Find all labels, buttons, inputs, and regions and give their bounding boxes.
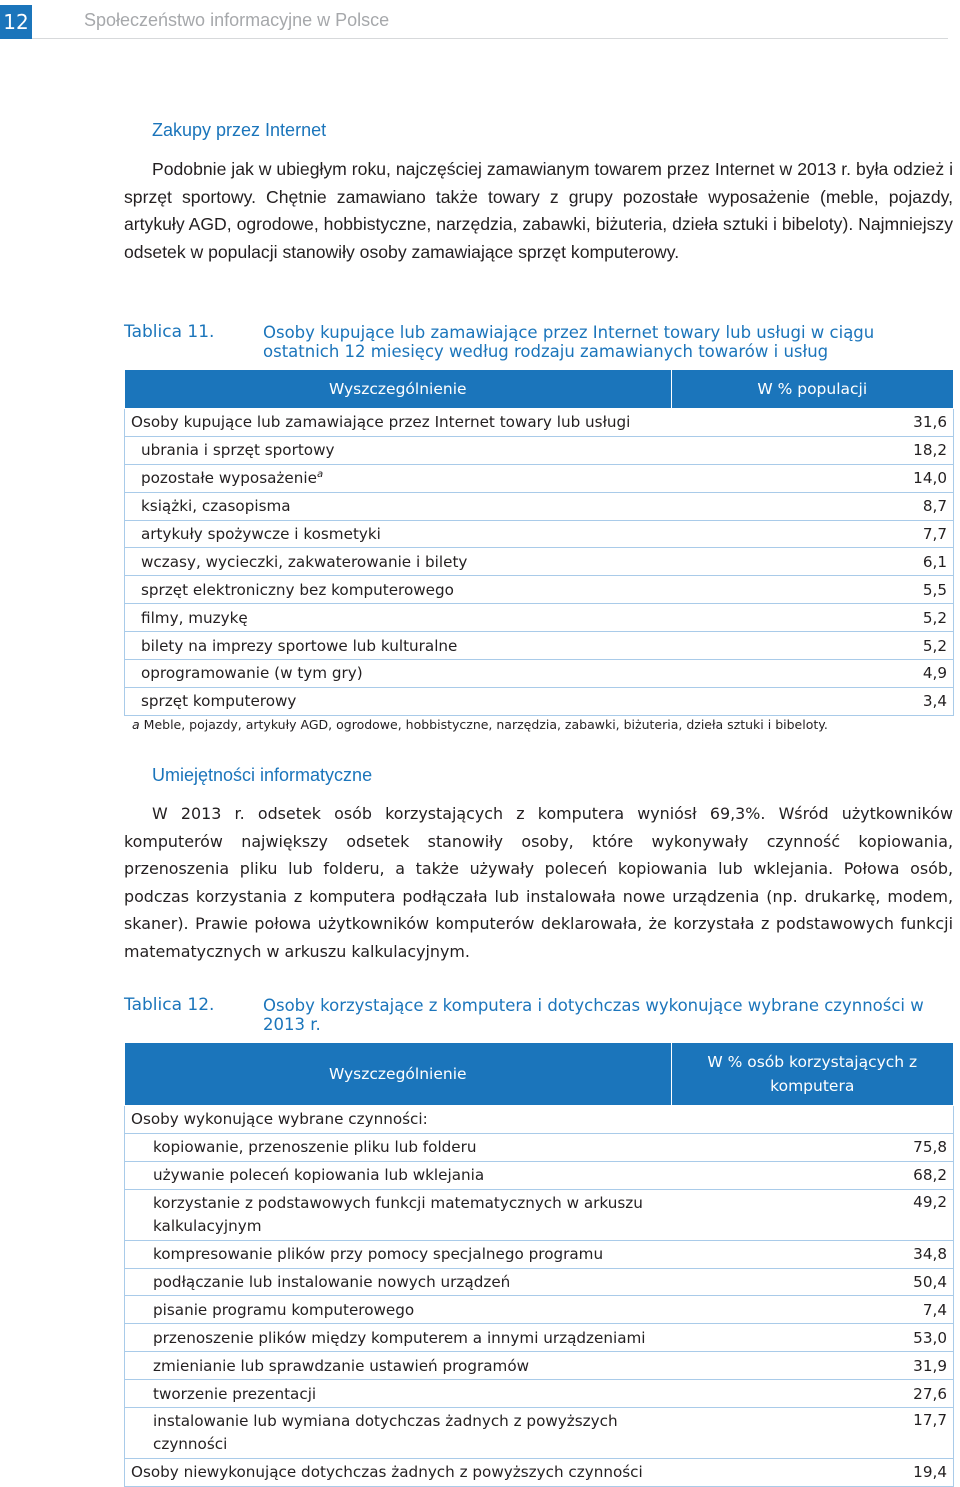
row-value: 53,0	[671, 1324, 954, 1352]
table-11-header-row	[125, 370, 954, 409]
row-label: korzystanie z podstawowych funkcji matematycznych w arkuszu kalkulacyjnym	[125, 1189, 672, 1240]
table-row	[125, 1161, 954, 1189]
table-12	[124, 1042, 954, 1487]
row-value: 27,6	[671, 1380, 954, 1408]
table-row	[125, 1459, 954, 1487]
row-label: sprzęt komputerowy	[125, 687, 672, 715]
col-header-percent: W % populacji	[671, 370, 954, 409]
table-row	[125, 1133, 954, 1161]
table-row	[125, 1352, 954, 1380]
page-number: 12	[0, 5, 32, 39]
row-value: 31,9	[671, 1352, 954, 1380]
row-label: kompresowanie plików przy pomocy specjalnego programu	[125, 1240, 672, 1268]
row-value: 6,1	[671, 548, 954, 576]
row-value: 50,4	[671, 1268, 954, 1296]
row-value: 68,2	[671, 1161, 954, 1189]
row-label: podłączanie lub instalowanie nowych urządzeń	[125, 1268, 672, 1296]
row-label: Osoby kupujące lub zamawiające przez Internet towary lub usługi	[125, 409, 672, 437]
table-row	[125, 632, 954, 660]
row-value	[671, 1106, 954, 1134]
footnote-mark: a	[316, 469, 324, 481]
row-value: 5,2	[671, 632, 954, 660]
row-value: 75,8	[671, 1133, 954, 1161]
row-value: 7,4	[671, 1296, 954, 1324]
paragraph-skills: W 2013 r. odsetek osób korzystających z komputera wyniósł 69,3%. Wśród użytkowników komputerów największy odsetek stanowiły osoby, które wykonywały czynność kopiowania, przenoszenia pliku lub folderu, a także używały poleceń kopiowania lub wklejania. Połowa osób, podczas korzystania z komputera podłączała lub instalowała nowe urządzenia (np. drukarkę, modem, skaner). Prawie połowa użytkowników komputerów deklarowała, że korzystała z podstawowych funkcji matematycznych w arkuszu kalkulacyjnym.	[124, 804, 953, 961]
table-row	[125, 492, 954, 520]
table-12-caption: Osoby korzystające z komputera i dotychczas wykonujące wybrane czynności w 2013 r.	[263, 996, 924, 1034]
table-row	[125, 548, 954, 576]
row-label: Osoby wykonujące wybrane czynności:	[125, 1106, 672, 1134]
row-label: ubrania i sprzęt sportowy	[125, 436, 672, 464]
table-12-label: Tablica 12.	[124, 995, 215, 1015]
row-value: 4,9	[671, 660, 954, 688]
table-row	[125, 520, 954, 548]
section-title-skills: Umiejętności informatyczne	[152, 765, 373, 785]
row-value: 3,4	[671, 687, 954, 715]
row-label: przenoszenie plików między komputerem a innymi urządzeniami	[125, 1324, 672, 1352]
table-row	[125, 409, 954, 437]
table-row	[125, 1408, 954, 1459]
row-value: 34,8	[671, 1240, 954, 1268]
row-label: filmy, muzykę	[125, 604, 672, 632]
col-header-specification: Wyszczególnienie	[125, 1043, 672, 1106]
row-value: 5,2	[671, 604, 954, 632]
row-label: pisanie programu komputerowego	[125, 1296, 672, 1324]
table-row	[125, 1189, 954, 1240]
running-title: Społeczeństwo informacyjne w Polsce	[84, 10, 390, 30]
table-row	[125, 1296, 954, 1324]
table-11	[124, 369, 954, 716]
table-11-label: Tablica 11.	[124, 322, 215, 342]
row-value: 7,7	[671, 520, 954, 548]
row-label: sprzęt elektroniczny bez komputerowego	[125, 576, 672, 604]
row-value: 8,7	[671, 492, 954, 520]
table-row	[125, 1240, 954, 1268]
col-header-specification: Wyszczególnienie	[125, 370, 672, 409]
row-value: 49,2	[671, 1189, 954, 1240]
row-label: instalowanie lub wymiana dotychczas żadnych z powyższych czynności	[125, 1408, 672, 1459]
col-header-percent-users: W % osób korzystających z komputera	[671, 1043, 954, 1106]
row-label: Osoby niewykonujące dotychczas żadnych z powyższych czynności	[125, 1459, 672, 1487]
page-header	[0, 0, 960, 48]
table-row	[125, 687, 954, 715]
row-label: kopiowanie, przenoszenie pliku lub folderu	[125, 1133, 672, 1161]
row-label: artykuły spożywcze i kosmetyki	[125, 520, 672, 548]
table-row	[125, 1106, 954, 1134]
paragraph-shopping: Podobnie jak w ubiegłym roku, najczęściej zamawianym towarem przez Internet w 2013 r. była odzież i sprzęt sportowy. Chętnie zamawiano także towary z grupy pozostałe wyposażenie (meble, pojazdy, artykuły AGD, ogrodowe, hobbistyczne, narzędzia, zabawki, biżuteria, dzieła sztuki i bibeloty). Najmniejszy odsetek w populacji stanowiły osoby zamawiające sprzęt komputerowy.	[124, 159, 953, 262]
table-row	[125, 576, 954, 604]
table-12-header-row	[125, 1043, 954, 1106]
row-label: książki, czasopisma	[125, 492, 672, 520]
row-label: tworzenie prezentacji	[125, 1380, 672, 1408]
row-label: bilety na imprezy sportowe lub kulturalne	[125, 632, 672, 660]
row-value: 14,0	[671, 464, 954, 492]
table-row	[125, 1324, 954, 1352]
table-row	[125, 464, 954, 492]
table-11-caption: Osoby kupujące lub zamawiające przez Internet towary lub usługi w ciągu ostatnich 12 miesięcy według rodzaju zamawianych towarów i usług	[263, 323, 875, 361]
header-rule	[32, 38, 948, 39]
row-value: 5,5	[671, 576, 954, 604]
table-11-footnote: a Meble, pojazdy, artykuły AGD, ogrodowe, hobbistyczne, narzędzia, zabawki, biżuteria, dzieła sztuki i bibeloty.	[132, 717, 828, 732]
table-row	[125, 1268, 954, 1296]
row-label: wczasy, wycieczki, zakwaterowanie i bilety	[125, 548, 672, 576]
row-label: pozostałe wyposażenie$^a$	[125, 464, 672, 492]
table-row	[125, 604, 954, 632]
row-value: 18,2	[671, 436, 954, 464]
row-label: zmienianie lub sprawdzanie ustawień programów	[125, 1352, 672, 1380]
row-value: 31,6	[671, 409, 954, 437]
table-row	[125, 660, 954, 688]
section-title-shopping: Zakupy przez Internet	[152, 120, 327, 140]
row-label: oprogramowanie (w tym gry)	[125, 660, 672, 688]
row-value: 19,4	[671, 1459, 954, 1487]
row-label: używanie poleceń kopiowania lub wklejania	[125, 1161, 672, 1189]
table-row	[125, 1380, 954, 1408]
table-row	[125, 436, 954, 464]
row-value: 17,7	[671, 1408, 954, 1459]
